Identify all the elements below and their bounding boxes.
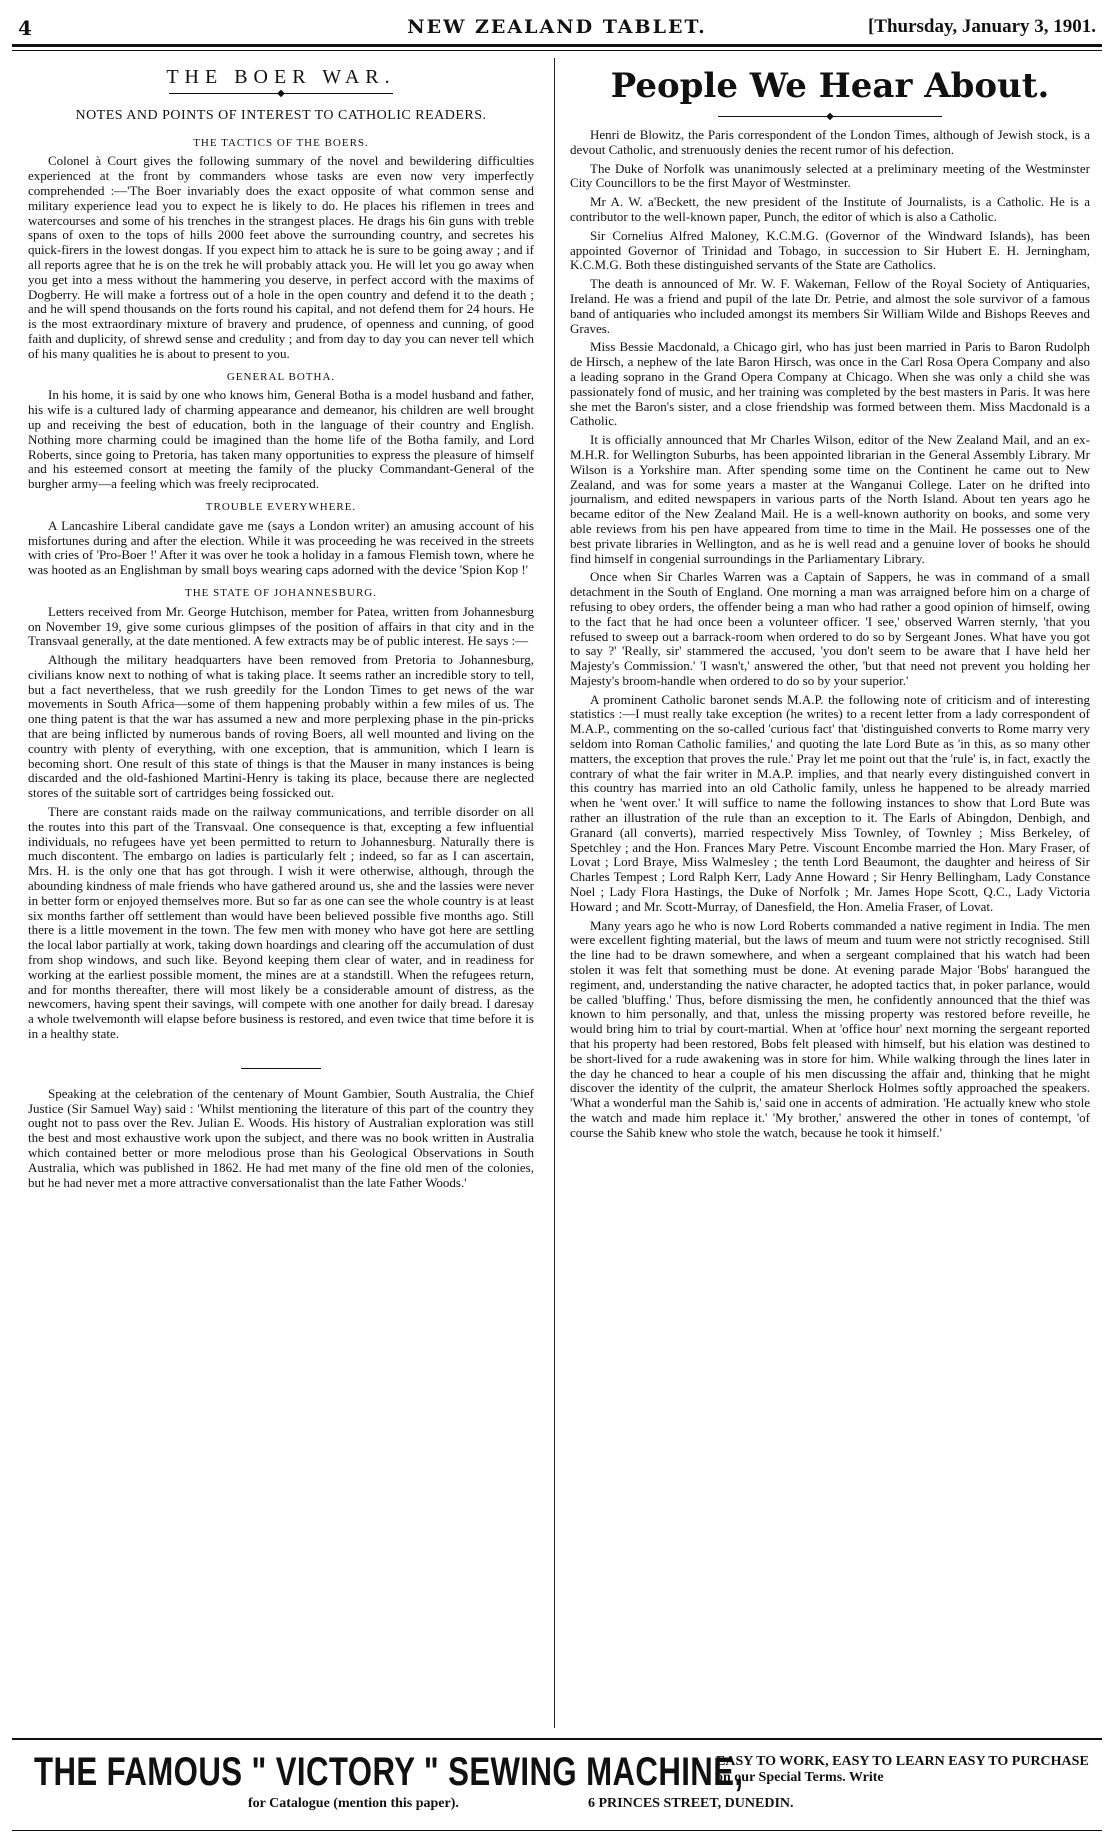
- section-heading: GENERAL BOTHA.: [226, 370, 336, 383]
- masthead-rule-thick: [12, 44, 1102, 47]
- ad-address: 6 PRINCES STREET, DUNEDIN.: [588, 1796, 794, 1811]
- masthead-rule-thin: [12, 50, 1102, 51]
- publication-title: NEW ZEALAND TABLET.: [407, 16, 707, 38]
- paragraph: There are constant raids made on the railway communications, and terrible disorder on all the routes into this part of the Transvaal. One consequence is that, excepting a few influential individuals, no refugees have yet been permitted to return to Johannesburg. Naturally there is much discontent. The embargo on ladies is particularly felt ; indeed, so far as I can ascertain, Mrs. H. is the only one that has got through. I wish it were otherwise, although, through the abounding kindness of male friends who have gathered around us, she and the lassies were never in better form or enjoyed themselves more. But so far as one can see the whole country is at least six months farther off settlement than would have been believed possible five months ago. Still there is a little movement in the town. The few men with money who have got here are settling the local labor partially at work, taking down hoardings and clearing off the accumulation of dust from shop windows, and such like. Beyond keeping them clear of water, and in readiness for working at the earliest possible moment, the mines are at a standstill. When the refugees return, and for months thereafter, there will most likely be a considerable amount of distress, as the newcomers, having spent their savings, will compete with one another for daily bread. I daresay a whole twelvemonth will elapse before business is restored, and even twice that time before it is in a healthy state.: [28, 804, 534, 1042]
- paragraph: Once when Sir Charles Warren was a Captain of Sappers, he was in command of a small detachment in the South of England. One morning a man was arraigned before him on a charge of refusing to obey orders, the offender being a man who had rather a good opinion of himself, owing to the fact that he had once been a volunteer officer. 'I see,' observed Warren sternly, 'that you refused to sweep out a barrack-room when ordered to do so by Sergeant Jones. What have you got to say ?' 'Really, sir' stammered the accused, 'you don't seem to be aware that I have held her Majesty's Commission.' 'I wasn't,' answered the other, 'but that need not prevent you holding her Majesty's broom-handle when ordered to do so by your superior.': [570, 569, 1090, 688]
- advertisement-rule: [12, 1738, 1102, 1740]
- paragraph: Speaking at the celebration of the centenary of Mount Gambier, South Australia, the Chief Justice (Sir Samuel Way) said : 'Whilst mentioning the literature of this part of the country they ought not to pass over the Rev. Julian E. Woods. His history of Australian exploration was still the best and most exhaustive work upon the subject, and there was no book written in Australia which contained better or more melodious prose than his Geological Observations in South Australia, which was published in 1862. He had met many of the fine old men of the colonies, but he had never met a more attractive conversationalist than the late Father Woods.': [28, 1085, 534, 1190]
- paragraph: The Duke of Norfolk was unanimously selected at a preliminary meeting of the Westminster City Councillors to be the first Mayor of Westminster.: [570, 160, 1090, 191]
- paragraph: Mr A. W. a'Beckett, the new president of the Institute of Journalists, is a Catholic. He is a contributor to the well-known paper, Punch, the editor of which is also a Catholic.: [570, 194, 1090, 224]
- paragraph: The death is announced of Mr. W. F. Wakeman, Fellow of the Royal Society of Antiquaries, Ireland. He was a friend and pupil of the late Dr. Petrie, and almost the sole survivor of a famous band of antiquaries who included amongst its members Sir William Wilde and Bishops Reeves and Graves.: [570, 276, 1090, 336]
- paragraph: Sir Cornelius Alfred Maloney, K.C.M.G. (Governor of the Windward Islands), has been appointed Governor of Trinidad and Tobago, in succession to Sir Hubert E. H. Jerningham, K.C.M.G. Both these distinguished servants of the State are Catholics.: [570, 227, 1090, 273]
- right-column: [570, 58, 1090, 1145]
- ornament-divider: ◆: [570, 112, 1090, 122]
- paragraph: Many years ago he who is now Lord Roberts commanded a native regiment in India. The men were excellent fighting material, but the laws of meum and tuum were not strictly recognised. Still the line had to be drawn somewhere, and when a sergeant complained that his watch had been stolen it was felt that something must be done. At evening parade Major 'Bobs' harangued the regiment, and, understanding the native character, he adopted tactics that, in poker parlance, would be called 'bluffing.' Thus, before dismissing the men, he confidently announced that the thief was known to him personally, and that, unless the missing property was restored before reveille, he would bring him to trial by court-martial. When at 'office hour' next morning the sergeant reported that his property had been restored, Bobs felt pleased with himself, but his elation was destined to be short-lived for a rude awakening was in store for him. While walking through the lines later in the day he chanced to hear a couple of his men discussing the affair and, thinking that he might discover the identity of the culprit, the amateur Sherlock Holmes softly approached the speakers. 'What a wonderful man the Sahib is,' said one in accents of admiration. 'He actually knew who stole the watch and made him replace it.' 'My brother,' answered the other in tones of contempt, 'of course the Sahib knew who stole the watch, because he took it himself.': [570, 917, 1090, 1140]
- paragraph: Although the military headquarters have been removed from Pretoria to Johannesburg, civilians know next to nothing of what is taking place. It seems rather an incredible story to tell, but a fact nevertheless, that we rush greedily for the London Times to get news of the war movements in South Africa—some of them happening probably within a few miles of us. The one thing patent is that the war has assumed a new and more perplexing phase in the pin-pricks that are being inflicted by numerous bands of roving Boers, all well mounted and living on the country with plenty of everything, with one exception, that is ammunition, which I learn is becoming short. One result of this state of things is that the Mauser in many instances is being discarded and the old-fashioned Martini-Henry is taking its place, because there are neglected stores of the suitable sort of cartridges being fossicked out.: [28, 652, 534, 801]
- column-separator: [554, 58, 555, 1728]
- advertisement: [28, 1748, 1088, 1828]
- masthead: [12, 6, 1102, 46]
- paragraph: Letters received from Mr. George Hutchison, member for Patea, written from Johannesburg on November 19, give some curious glimpses of the position of affairs in that city and in the Transvaal generally, at the date mentioned. A few extracts may be of public interest. He says :—: [28, 603, 534, 649]
- section-heading: THE STATE OF JOHANNESBURG.: [185, 586, 377, 599]
- article-title-people: People We Hear About.: [610, 66, 1050, 106]
- paragraph: Henri de Blowitz, the Paris correspondent of the London Times, although of Jewish stock, is a devout Catholic, and strenuously denies the recent rumor of his defection.: [570, 127, 1090, 157]
- paragraph: It is officially announced that Mr Charles Wilson, editor of the New Zealand Mail, and an ex-M.H.R. for Wellington Suburbs, has been appointed librarian in the General Assembly Library. Mr Wilson is a Yorkshire man. After spending some time on the Continent he came out to New Zealand, and was for some years a master at the Wanganui College. Later on he drifted into journalism, and edited newspapers in various parts of the North Island. About ten years ago he became editor of the New Zealand Mail. He is a well-known authority on books, and some very able reviews from his pen have appeared from time to time in the Mail. He possesses one of the best private libraries in Wellington, and as he is well read and a genuine lover of books he should find himself in congenial surroundings in the Parliamentary Library.: [570, 432, 1090, 566]
- issue-date: [Thursday, January 3, 1901.: [867, 16, 1096, 37]
- bottom-rule: [12, 1830, 1102, 1831]
- paragraph: Colonel à Court gives the following summary of the novel and bewildering difficulties experienced at the front by commanders whose tasks are even now very imperfectly comprehended :—'The Boer invariably does the exact opposite of what common sense and military experience lead you to expect he is likely to do. He places his riflemen in trees and watercourses and some of his trenches in the strangest places. He drags his 6in guns with treble spans of oxen to the tops of hills 2000 feet above the surrounding country, and secretes his quick-firers in the lowest dongas. If you expect him to attack he is sure to be going away ; and if all reports agree that he is on the trek he will probably attack you. He will let you go away when you get into a mess without the hammering you deserve, in perfect accord with the maxims of Dogberry. He will make a fortress out of a hole in the open country and defend it to the death ; and he will spend thousands on the forts round his capital, and not defend them for 24 hours. He is the most extraordinary mixture of bravery and prudence, of openness and cunning, of good faith and duplicity, of shrewd sense and credulity ; and from day to day you can never tell which of his many qualities he is about to present to you.: [28, 153, 534, 361]
- left-column: [28, 58, 534, 1194]
- ornament-divider: ◆: [28, 89, 534, 99]
- paragraph: In his home, it is said by one who knows him, General Botha is a model husband and father, his wife is a cultured lady of charming appearance and demeanor, his children are well brought up and receiving the best of education, both in the language of their country and English. Nothing more charming could be imagined than the home life of the Botha family, and Lord Roberts, since going to Pretoria, has taken many opportunities to express the pleasure of himself and his esteemed consort at meeting the family of the plucky Commandant-General of the burgher army—a feeling which was freely reciprocated.: [28, 387, 534, 492]
- ad-catalogue-note: for Catalogue (mention this paper).: [248, 1796, 459, 1811]
- section-heading: THE TACTICS OF THE BOERS.: [193, 136, 369, 149]
- article-subtitle: NOTES AND POINTS OF INTEREST TO CATHOLIC READERS.: [75, 107, 487, 123]
- ad-side-text: EASY TO WORK, EASY TO LEARN EASY TO PURCHASE on our Special Terms. Write: [716, 1754, 1089, 1785]
- paragraph: A Lancashire Liberal candidate gave me (says a London writer) an amusing account of his misfortunes during and after the election. While it was proceeding he was received in the streets with cries of 'Pro-Boer !' After it was over he took a holiday in a famous Flemish town, where he was hooted as an Englishman by small boys wearing caps adorned with the device 'Spion Kop !': [28, 517, 534, 578]
- section-heading: TROUBLE EVERYWHERE.: [205, 500, 357, 513]
- paragraph: Miss Bessie Macdonald, a Chicago girl, who has just been married in Paris to Baron Rudolph de Hirsch, a nephew of the late Baron Hirsch, was once in the Carl Rosa Opera Company and also a leading soprano in the Grand Opera Company at Chicago. When she was only a child she was passionately fond of music, and her training was completed by the best masters in Paris. It was here she met the Baron's sister, and a close friendship was formed between them. Miss Macdonald is a Catholic.: [570, 339, 1090, 429]
- article-title-boer-war: THE BOER WAR.: [166, 66, 396, 88]
- ad-headline: THE FAMOUS " VICTORY " SEWING MACHINE,: [34, 1750, 744, 1794]
- paragraph: A prominent Catholic baronet sends M.A.P. the following note of criticism and of interesting statistics :—I must really take exception (he writes) to a recent letter from a lady correspondent of M.A.P., commenting on the so-called 'curious fact' that 'distinguished converts to Rome marry very seldom into Roman Catholic families,' and quoting the late Lord Bute as 'in this, as so many other matters, the exception that proves the rule.' Pray let me point out that the 'rule' is, in fact, exactly the contrary of what the fair writer in M.A.P. implies, and that nearly every distinguished convert in this country has married into an old Catholic family, unless he happened to be already married when he 'went over.' It will suffice to name the following instances to show that Lord Bute was rather an illustration of the rule than an exception to it. The Earls of Abingdon, Denbigh, and Granard (all converts), married respectively Miss Townley, of Townley ; Miss Berkeley, of Spetchley ; and the Hon. Frances Mary Petre. Viscount Encombe married the Hon. Mary Fraser, of Lovat ; Lord Braye, Miss Walmesley ; the tenth Lord Beaumont, the daughter and heiress of Sir Charles Tempest ; Lord Ralph Kerr, Lady Anne Howard ; Sir Henry Bellingham, Lady Constance Noel ; Lady Flora Hastings, the Duke of Norfolk ; Mr. James Hope Scott, Q.C., Lady Victoria Howard ; and Mr. Scott-Murray, of Danesfield, the Hon. Amelia Fraser, of Lovat.: [570, 691, 1091, 914]
- short-rule: [241, 1068, 321, 1069]
- page-number: 4: [18, 16, 32, 40]
